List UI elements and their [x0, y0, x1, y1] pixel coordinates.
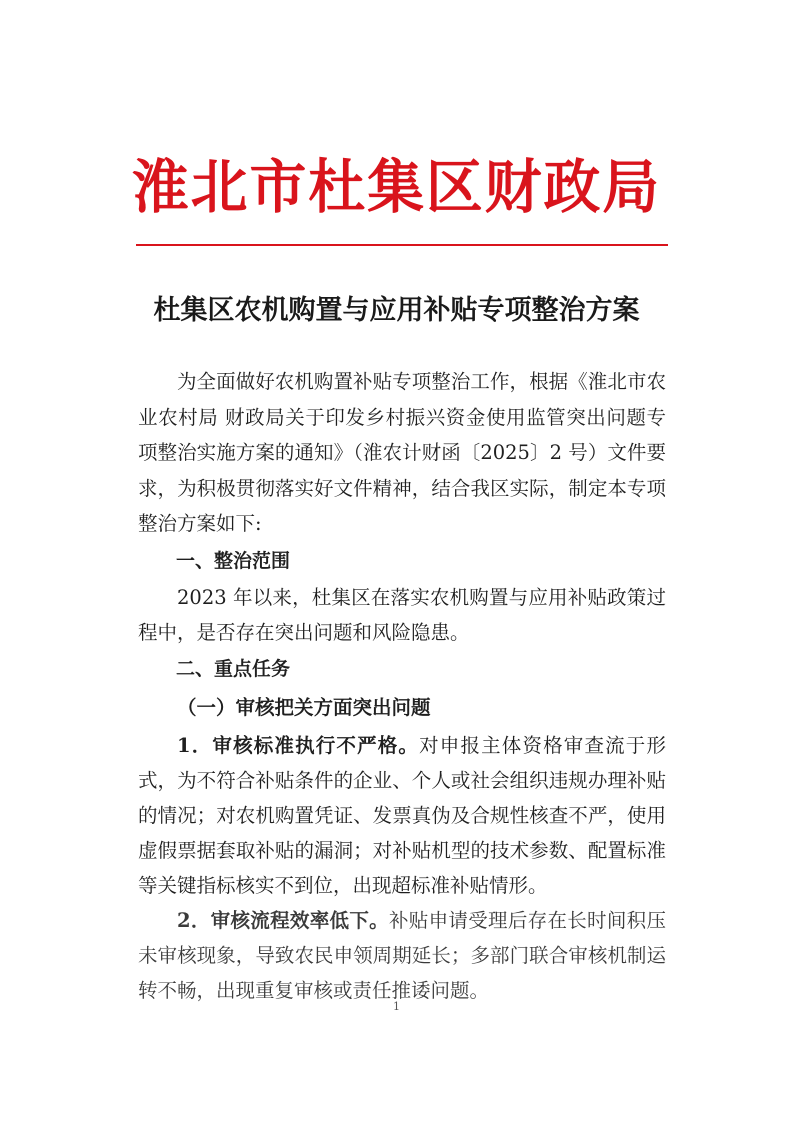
item-2-text: 补贴申请受理后存在长时间积压未审核现象，导致农民申领周期延长；多部门联合审核机制运转不畅，出现重复审核或责任推诿问题。 — [138, 908, 666, 1002]
item-1-paragraph — [138, 728, 666, 903]
scope-paragraph: 2023 年以来，杜集区在落实农机购置与应用补贴政策过程中，是否存在突出问题和风险隐患。 — [138, 585, 666, 644]
intro-paragraph: 为全面做好农机购置补贴专项整治工作，根据《淮北市农业农村局 财政局关于印发乡村振兴资金使用监管突出问题专项整治实施方案的通知》（淮农计财函〔2025〕2 号）文件要求，为积极贯彻落实好文件精神，结合我区实际，制定本专项整治方案如下: — [138, 370, 666, 535]
section-heading-scope: 一、整治范围 — [176, 549, 291, 572]
document-title: 杜集区农机购置与应用补贴专项整治方案 — [153, 295, 640, 326]
document-body — [138, 364, 666, 1008]
section-heading-key-tasks: 二、重点任务 — [176, 657, 291, 680]
item-2-paragraph — [138, 903, 666, 1008]
subsection-heading-review: （一）审核把关方面突出问题 — [177, 695, 431, 719]
item-2-title: 2．审核流程效率低下。 — [177, 908, 389, 932]
item-1-title: 1．审核标准执行不严格。 — [177, 733, 420, 757]
letterhead-title: 淮北市杜集区财政局 — [131, 153, 662, 221]
item-1-text: 对申报主体资格审查流于形式，为不符合补贴条件的企业、个人或社会组织违规办理补贴的情况；对农机购置凭证、发票真伪及合规性核查不严，使用虚假票据套取补贴的漏洞；对补贴机型的技术参数、配置标准等关键指标核实不到位，出现超标准补贴情形。 — [138, 733, 666, 897]
letterhead-red-rule — [136, 244, 668, 246]
page-number: 1 — [393, 1000, 400, 1013]
